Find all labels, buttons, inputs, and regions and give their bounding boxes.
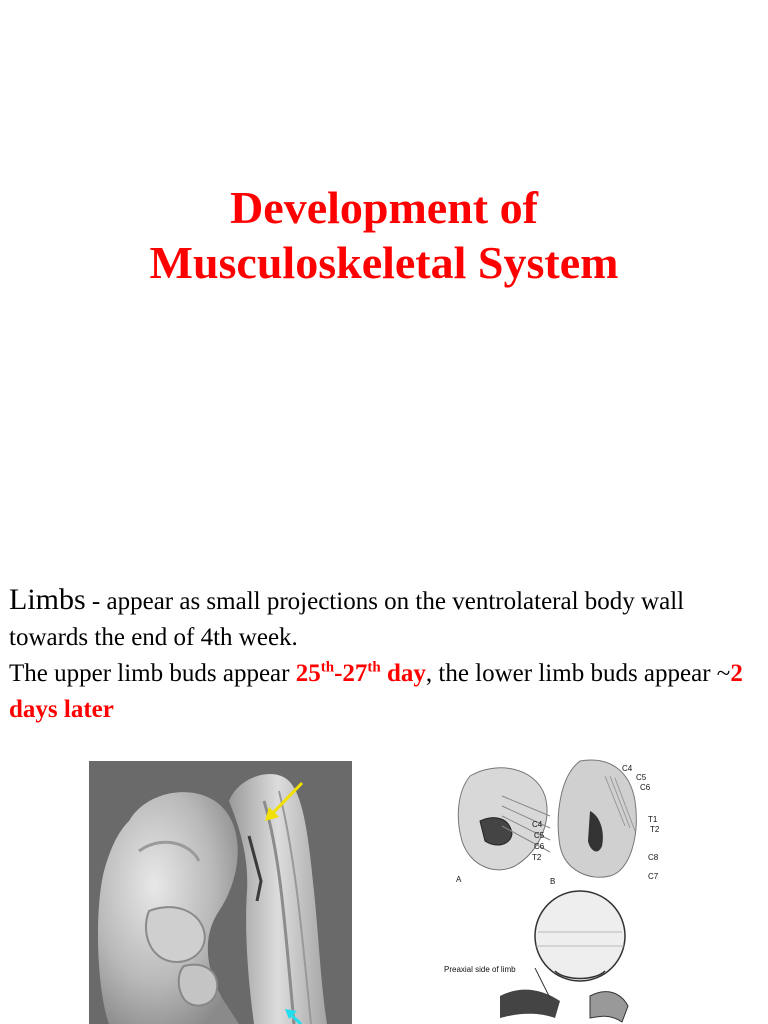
panel-c-infant (500, 891, 628, 1022)
panel-b-embryo (558, 760, 636, 877)
limb-bud-dermatome-diagram (440, 756, 680, 1024)
a-level-c4: C4 (532, 820, 543, 829)
a-level-c6: C6 (534, 842, 545, 851)
embryo-sem-photo (89, 761, 352, 1024)
b-level-t2: T2 (650, 825, 660, 834)
timing-middle: , the lower limb buds appear ~ (425, 660, 731, 687)
b-level-t1: T1 (648, 815, 658, 824)
slide-title (0, 180, 768, 290)
b-level-c7: C7 (648, 872, 659, 881)
day-word: day (380, 660, 426, 687)
lower-limb-delay: 2 days later (9, 660, 743, 723)
limbs-paragraph (9, 582, 761, 656)
day-start-suffix: th (320, 659, 335, 676)
dermatome-illustration (440, 756, 680, 1024)
day-end-suffix: th (367, 659, 381, 676)
limbs-lead-word: Limbs (9, 583, 86, 616)
preaxial-label: Preaxial side of limb (444, 965, 516, 974)
limb-bud-arrows (89, 761, 352, 1024)
upper-limb-day-range (296, 660, 426, 687)
day-dash: - (334, 660, 343, 687)
panel-b-label: B (550, 877, 556, 886)
body-text (9, 582, 761, 728)
yellow-arrow-icon (265, 783, 302, 821)
title-line-2: Musculoskeletal System (149, 237, 619, 288)
a-level-c5: C5 (534, 831, 545, 840)
timing-paragraph (9, 656, 761, 728)
day-end-number: 27 (342, 660, 368, 687)
panel-a-label: A (456, 875, 462, 884)
cyan-arrow-icon (285, 1009, 301, 1024)
timing-prefix: The upper limb buds appear (9, 660, 296, 687)
title-line-1: Development of (230, 182, 538, 233)
limbs-description: - appear as small projections on the ventrolateral body wall towards the end of 4th week. (9, 588, 685, 651)
day-start-number: 25 (295, 660, 321, 687)
a-level-t2: T2 (532, 853, 542, 862)
b-level-c4: C4 (622, 764, 633, 773)
b-level-c6: C6 (640, 783, 651, 792)
b-level-c8: C8 (648, 853, 659, 862)
b-level-c5: C5 (636, 773, 647, 782)
